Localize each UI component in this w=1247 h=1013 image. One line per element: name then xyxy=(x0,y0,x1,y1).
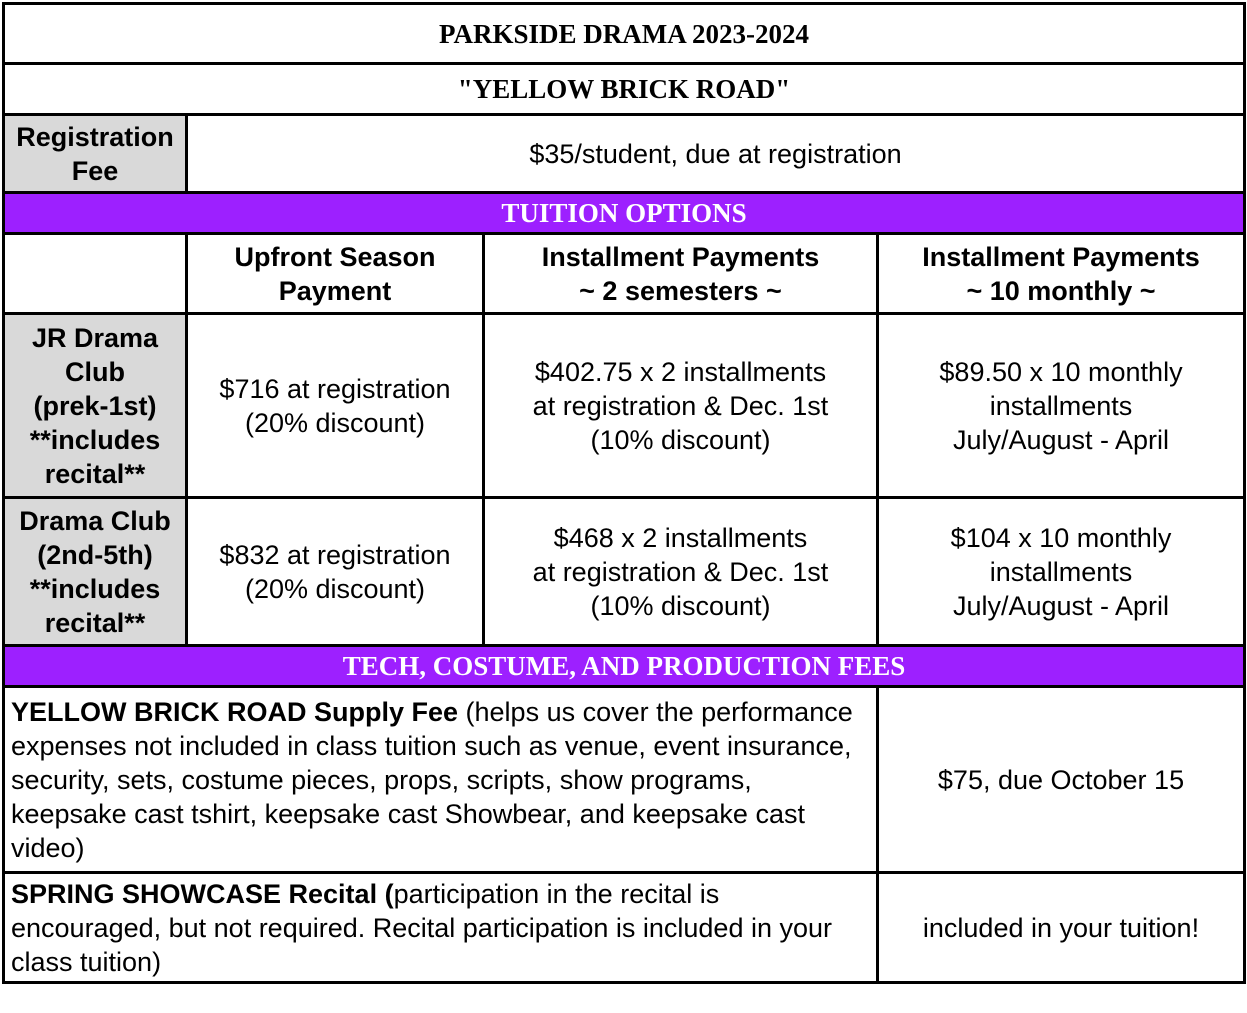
semester-price-cell: $402.75 x 2 installments at registration & Dec. 1st (10% discount) xyxy=(484,314,878,498)
recital-name: SPRING SHOWCASE Recital ( xyxy=(11,878,394,909)
show-title: "YELLOW BRICK ROAD" xyxy=(4,64,1245,115)
pricing-table xyxy=(2,2,1246,984)
supply-fee-value: $75, due October 15 xyxy=(878,687,1245,873)
column-header-monthly: Installment Payments ~ 10 monthly ~ xyxy=(878,234,1245,314)
table-row xyxy=(4,687,1245,873)
tuition-heading-row xyxy=(4,193,1245,234)
row-label-jr-drama-club: JR Drama Club (prek-1st) **includes recital** xyxy=(4,314,187,498)
registration-fee-value: $35/student, due at registration xyxy=(187,115,1245,193)
page-title: PARKSIDE DRAMA 2023-2024 xyxy=(4,4,1245,64)
monthly-price-cell: $89.50 x 10 monthly installments July/August - April xyxy=(878,314,1245,498)
empty-header-cell xyxy=(4,234,187,314)
table-row xyxy=(4,314,1245,498)
recital-value: included in your tuition! xyxy=(878,873,1245,983)
upfront-price-cell: $716 at registration (20% discount) xyxy=(187,314,484,498)
supply-fee-name: YELLOW BRICK ROAD Supply Fee xyxy=(11,696,459,727)
recital-details: participation in the recital is encouraged, but not required. Recital participation is included in your class tuition) xyxy=(11,878,832,977)
production-fees-heading: TECH, COSTUME, AND PRODUCTION FEES xyxy=(4,646,1245,687)
monthly-price-cell: $104 x 10 monthly installments July/August - April xyxy=(878,498,1245,646)
title-row xyxy=(4,4,1245,64)
column-header-semesters: Installment Payments ~ 2 semesters ~ xyxy=(484,234,878,314)
tuition-column-headers xyxy=(4,234,1245,314)
fees-heading-row xyxy=(4,646,1245,687)
column-header-upfront: Upfront Season Payment xyxy=(187,234,484,314)
table-row xyxy=(4,498,1245,646)
registration-fee-label: Registration Fee xyxy=(4,115,187,193)
recital-description xyxy=(4,873,878,983)
semester-price-cell: $468 x 2 installments at registration & Dec. 1st (10% discount) xyxy=(484,498,878,646)
upfront-price-cell: $832 at registration (20% discount) xyxy=(187,498,484,646)
tuition-options-heading: TUITION OPTIONS xyxy=(4,193,1245,234)
registration-row xyxy=(4,115,1245,193)
supply-fee-details: (helps us cover the performance expenses not included in class tuition such as venue, event insurance, security, sets, costume pieces, props, scripts, show programs, keepsake cast tshirt, keepsake cast Showbear, and keepsake cast video) xyxy=(11,696,853,863)
subtitle-row xyxy=(4,64,1245,115)
row-label-drama-club: Drama Club (2nd-5th) **includes recital** xyxy=(4,498,187,646)
supply-fee-description xyxy=(4,687,878,873)
table-row xyxy=(4,873,1245,983)
